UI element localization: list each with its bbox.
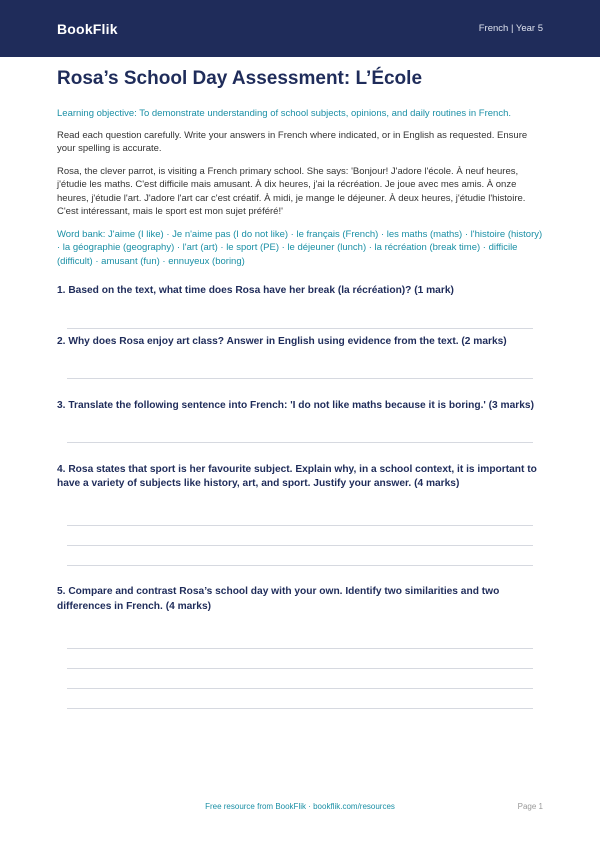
question-1-text: 1. Based on the text, what time does Rosa have her break (la récréation)? (1 mark) xyxy=(57,285,454,297)
subject-year-tag: French | Year 5 xyxy=(478,23,543,34)
question-block-2 xyxy=(57,335,543,379)
question-block-3 xyxy=(57,399,543,443)
footer-resource-link[interactable]: Free resource from BookFlik · bookflik.com/resources xyxy=(205,802,395,811)
question-3-text: 3. Translate the following sentence into French: 'I do not like maths because it is boring.' (3 marks) xyxy=(57,399,534,411)
answer-line[interactable] xyxy=(67,442,533,443)
worksheet-content xyxy=(0,67,600,709)
page-title: Rosa’s School Day Assessment: L’École xyxy=(57,68,423,89)
header-bar xyxy=(0,0,600,57)
page-number: Page 1 xyxy=(517,802,543,811)
learning-objective: Learning objective: To demonstrate understanding of school subjects, opinions, and daily routines in French. xyxy=(57,107,511,119)
answer-line[interactable] xyxy=(67,328,533,329)
page-footer xyxy=(0,802,600,814)
question-block-4 xyxy=(57,463,543,567)
question-4-text: 4. Rosa states that sport is her favourite subject. Explain why, in a school context, it is important to have a variety of subjects like history, art, and sport. Justify your answer. (4 marks) xyxy=(57,463,537,490)
question-5-text: 5. Compare and contrast Rosa’s school day with your own. Identify two similarities and two differences in French. (4 marks) xyxy=(57,586,500,613)
word-bank: Word bank: J'aime (I like) · Je n'aime pas (I do not like) · le français (French) · les maths (maths) · l'histoire (history) · la géographie (geography) · l'art (art) · le sport (PE) · le déjeuner (lunch) · la récréation (break time) · difficile (difficult) · amusant (fun) · ennuyeux (boring) xyxy=(57,228,543,267)
reading-passage: Rosa, the clever parrot, is visiting a French primary school. She says: 'Bonjour! J'adore l'école. À neuf heures, j'étudie les maths. C'est difficile mais amusant. À dix heures, j'ai la récréation. Je joue avec mes amis. À onze heures, j'étudie l'art. J'adore l'art car c'est créatif. À midi, je mange le déjeuner. À deux heures, j'étudie l'histoire. C'est intéressant, mais le sport est mon sujet préféré!' xyxy=(57,165,526,218)
question-block-1 xyxy=(57,284,543,329)
answer-line[interactable] xyxy=(67,565,533,566)
question-2-text: 2. Why does Rosa enjoy art class? Answer in English using evidence from the text. (2 marks) xyxy=(57,336,507,348)
answer-line[interactable] xyxy=(67,378,533,379)
question-block-5 xyxy=(57,585,543,709)
answer-line[interactable] xyxy=(67,708,533,709)
instructions-text: Read each question carefully. Write your answers in French where indicated, or in English as requested. Ensure your spelling is accurate. xyxy=(57,129,528,155)
brand-logo[interactable]: BookFlik xyxy=(57,20,118,37)
